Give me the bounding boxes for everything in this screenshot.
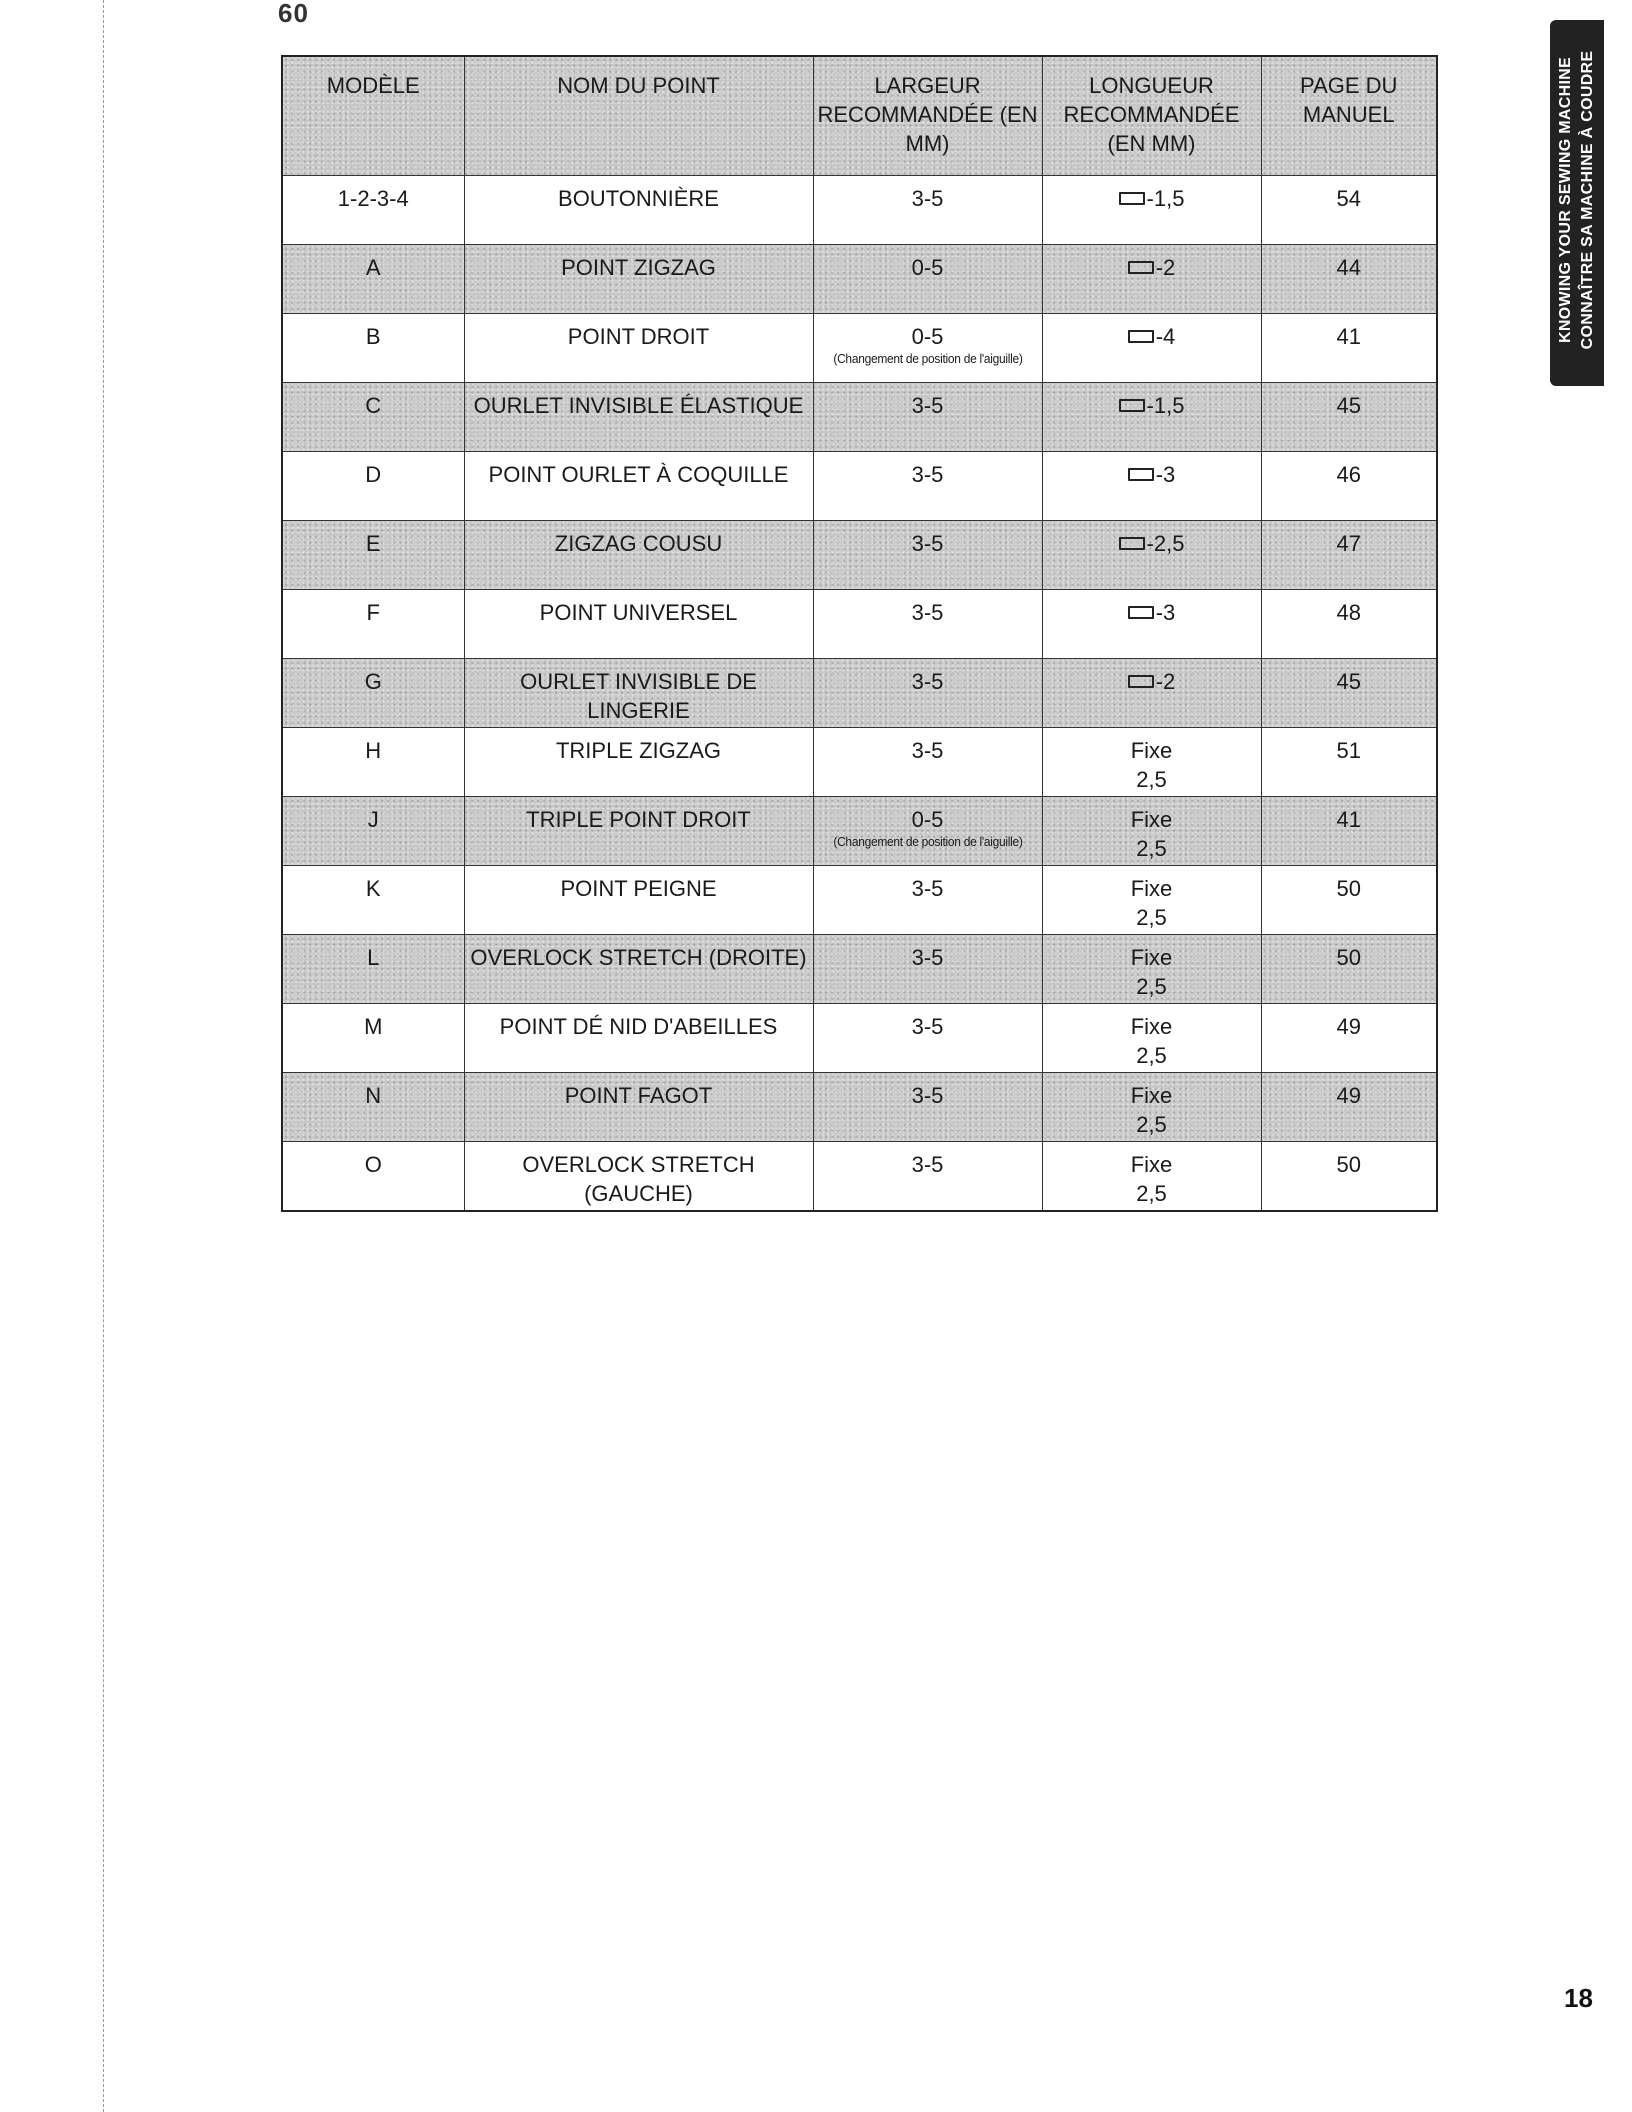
cell-model [282,935,464,1004]
cell-stitch-name-text: POINT UNIVERSEL [539,600,738,625]
cell-length [1042,314,1261,383]
cell-width [813,245,1042,314]
cell-length-text: -3 [1155,462,1176,487]
cell-width-text: 3-5 [911,393,944,418]
cell-length-text: Fixe 2,5 [1130,1152,1173,1206]
cell-length [1042,590,1261,659]
cell-page-text: 48 [1336,600,1361,625]
cell-stitch-name [464,935,813,1004]
cell-model [282,1004,464,1073]
cell-width-text: 3-5 [911,1152,944,1177]
needle-position-note: (Changement de position de l'aiguille) [832,834,1023,849]
cell-length [1042,1073,1261,1142]
cell-width [813,935,1042,1004]
cell-width [813,1004,1042,1073]
table-row [282,1073,1437,1142]
table-row [282,521,1437,590]
cell-length-text: Fixe 2,5 [1130,876,1173,930]
cell-stitch-name [464,314,813,383]
cell-width-text: 3-5 [911,1083,944,1108]
cell-model [282,1073,464,1142]
cell-length-text: Fixe 2,5 [1130,738,1173,792]
cell-page [1261,176,1437,245]
cell-model-text: E [365,531,381,556]
side-tab-french: CONNAÎTRE SA MACHINE À COUDRE [1579,50,1596,350]
stitch-length-icon [1128,261,1154,274]
cell-stitch-name [464,383,813,452]
cell-length [1042,935,1261,1004]
cell-length-text: -3 [1155,600,1176,625]
table-row [282,383,1437,452]
cell-stitch-name-text: POINT PEIGNE [560,876,717,901]
cell-stitch-name [464,659,813,728]
stitch-length-icon [1119,537,1145,550]
cell-length-text: -4 [1155,324,1176,349]
cell-page [1261,452,1437,521]
cell-page [1261,1004,1437,1073]
cell-width-text: 3-5 [911,531,944,556]
cell-model-text: D [365,462,382,487]
cell-page-text: 45 [1336,669,1361,694]
cell-model-text: B [365,324,381,349]
cell-page [1261,659,1437,728]
cell-model [282,866,464,935]
cell-length-text: Fixe 2,5 [1130,807,1173,861]
cell-length [1042,521,1261,590]
cell-model-text: H [365,738,382,763]
cell-page [1261,314,1437,383]
cell-length-text: -1,5 [1146,393,1185,418]
cell-length [1042,728,1261,797]
cell-model [282,176,464,245]
cell-width-text: 3-5 [911,669,944,694]
cell-length-text: Fixe 2,5 [1130,1014,1173,1068]
cell-page [1261,1073,1437,1142]
table-row [282,245,1437,314]
cell-page [1261,590,1437,659]
cell-page [1261,797,1437,866]
stitch-length-icon [1128,606,1154,619]
cell-page-text: 50 [1336,1152,1361,1177]
cell-width-text: 3-5 [911,186,944,211]
cell-stitch-name-text: POINT DÉ NID D'ABEILLES [499,1014,778,1039]
cell-model-text: 1-2-3-4 [337,186,409,211]
chapter-side-tab [1550,20,1604,386]
stitch-length-icon [1128,468,1154,481]
cell-length-text: -1,5 [1146,186,1185,211]
cell-model-text: K [365,876,381,901]
cell-length [1042,383,1261,452]
cell-width [813,797,1042,866]
header-length: LONGUEUR RECOMMANDÉE (EN MM) [1042,56,1261,176]
cell-model-text: F [366,600,380,625]
cell-stitch-name [464,1004,813,1073]
cell-page-text: 46 [1336,462,1361,487]
cell-width [813,314,1042,383]
cell-model [282,590,464,659]
cell-page [1261,245,1437,314]
cell-width [813,728,1042,797]
header-page-mark: 60 [278,0,309,28]
cell-stitch-name [464,866,813,935]
cell-length [1042,659,1261,728]
cell-width-text: 3-5 [911,876,944,901]
header-page: PAGE DU MANUEL [1261,56,1437,176]
cell-model-text: G [364,669,382,694]
cell-width-text: 3-5 [911,1014,944,1039]
cell-stitch-name [464,590,813,659]
cell-length-text: Fixe 2,5 [1130,945,1173,999]
cell-page-text: 50 [1336,876,1361,901]
table-row [282,728,1437,797]
cell-width-text: 3-5 [911,738,944,763]
cell-stitch-name [464,452,813,521]
cell-model [282,1142,464,1212]
cell-model [282,659,464,728]
cell-stitch-name-text: OURLET INVISIBLE ÉLASTIQUE [473,393,804,418]
cell-stitch-name [464,521,813,590]
cell-width [813,1073,1042,1142]
cell-page [1261,521,1437,590]
cell-width [813,659,1042,728]
cell-stitch-name-text: ZIGZAG COUSU [554,531,723,556]
cell-page [1261,1142,1437,1212]
cell-page-text: 41 [1336,807,1361,832]
cell-page [1261,383,1437,452]
cell-model [282,452,464,521]
cell-page-text: 51 [1336,738,1361,763]
table-body [282,176,1437,1212]
cell-model-text: O [364,1152,382,1177]
cell-model [282,728,464,797]
cell-width [813,590,1042,659]
cell-page-text: 49 [1336,1083,1361,1108]
stitch-length-icon [1119,192,1145,205]
table-row [282,314,1437,383]
needle-position-note: (Changement de position de l'aiguille) [832,351,1023,366]
cell-length [1042,245,1261,314]
table-row [282,176,1437,245]
cell-stitch-name-text: POINT DROIT [567,324,710,349]
cell-length [1042,1142,1261,1212]
cell-model [282,521,464,590]
cell-width-text: 0-5 [911,807,944,832]
cell-stitch-name [464,797,813,866]
cell-stitch-name-text: POINT FAGOT [564,1083,713,1108]
table-row [282,797,1437,866]
cell-stitch-name-text: OVERLOCK STRETCH (GAUCHE) [522,1152,755,1206]
scan-margin-line [103,0,104,2112]
cell-length [1042,797,1261,866]
cell-width-text: 0-5 [911,324,944,349]
table-row [282,452,1437,521]
header-model: MODÈLE [282,56,464,176]
cell-page-text: 50 [1336,945,1361,970]
table-row [282,590,1437,659]
cell-model-text: L [367,945,380,970]
side-tab-english: KNOWING YOUR SEWING MACHINE [1557,56,1574,344]
cell-length-text: -2,5 [1146,531,1185,556]
cell-stitch-name-text: TRIPLE POINT DROIT [526,807,751,832]
cell-length [1042,176,1261,245]
header-stitch-name: NOM DU POINT [464,56,813,176]
stitch-length-icon [1119,399,1145,412]
cell-model [282,383,464,452]
cell-length-text: -2 [1155,255,1176,280]
cell-model [282,797,464,866]
cell-page [1261,866,1437,935]
cell-stitch-name-text: POINT ZIGZAG [561,255,716,280]
cell-width [813,383,1042,452]
table-row [282,935,1437,1004]
cell-stitch-name [464,176,813,245]
page-number: 18 [1564,1983,1593,2013]
cell-stitch-name-text: OVERLOCK STRETCH (DROITE) [470,945,807,970]
cell-model [282,314,464,383]
cell-stitch-name-text: OURLET INVISIBLE DE LINGERIE [520,669,757,723]
cell-width [813,866,1042,935]
cell-width-text: 3-5 [911,462,944,487]
cell-width-text: 3-5 [911,600,944,625]
stitch-length-icon [1128,675,1154,688]
cell-page-text: 44 [1336,255,1361,280]
cell-page [1261,728,1437,797]
cell-page-text: 47 [1336,531,1361,556]
cell-width [813,1142,1042,1212]
side-tab-text [1555,17,1599,383]
table-row [282,866,1437,935]
table-row [282,1142,1437,1212]
cell-length [1042,1004,1261,1073]
cell-model-text: N [365,1083,382,1108]
cell-model-text: C [365,393,382,418]
cell-width [813,452,1042,521]
cell-page-text: 54 [1336,186,1361,211]
header-width: LARGEUR RECOMMANDÉE (EN MM) [813,56,1042,176]
cell-width-text: 3-5 [911,945,944,970]
cell-model-text: J [367,807,379,832]
cell-stitch-name-text: BOUTONNIÈRE [558,186,719,211]
cell-length-text: Fixe 2,5 [1130,1083,1173,1137]
stitch-settings-table [281,55,1438,1212]
cell-model-text: M [364,1014,383,1039]
cell-stitch-name [464,1073,813,1142]
table-header-row [282,56,1437,176]
cell-length-text: -2 [1155,669,1176,694]
cell-length [1042,866,1261,935]
cell-width [813,176,1042,245]
cell-length [1042,452,1261,521]
cell-page-text: 41 [1336,324,1361,349]
cell-stitch-name-text: POINT OURLET À COQUILLE [488,462,789,487]
cell-model [282,245,464,314]
table-row [282,1004,1437,1073]
cell-width-text: 0-5 [911,255,944,280]
cell-stitch-name-text: TRIPLE ZIGZAG [555,738,722,763]
cell-page-text: 45 [1336,393,1361,418]
cell-model-text: A [365,255,381,280]
cell-page-text: 49 [1336,1014,1361,1039]
cell-width [813,521,1042,590]
cell-page [1261,935,1437,1004]
cell-stitch-name [464,728,813,797]
table-row [282,659,1437,728]
cell-stitch-name [464,1142,813,1212]
cell-stitch-name [464,245,813,314]
stitch-length-icon [1128,330,1154,343]
